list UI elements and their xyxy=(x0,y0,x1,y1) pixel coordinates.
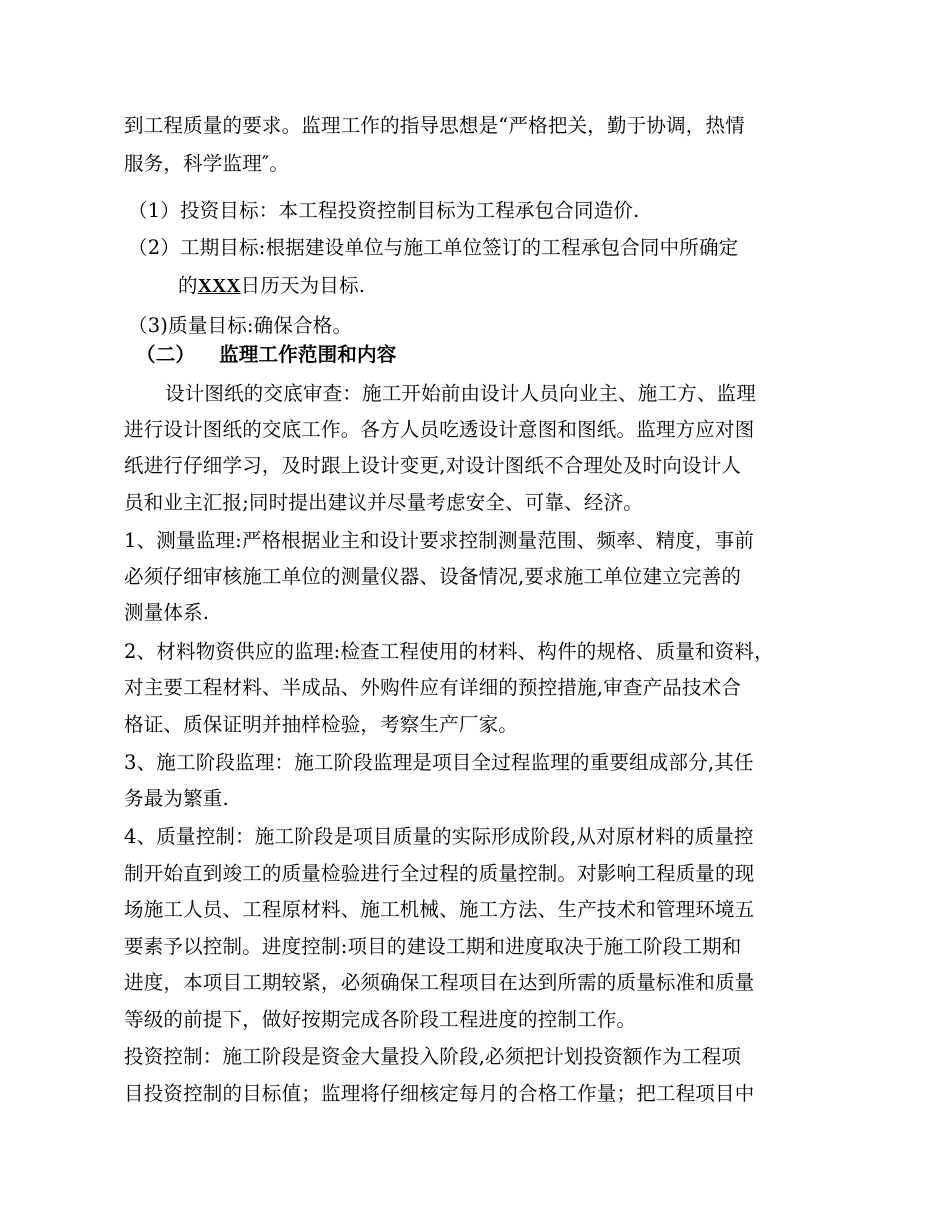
item4-line-2: 制开始直到竣工的质量检验进行全过程的质量控制。对影响工程质量的现 xyxy=(124,862,755,885)
section-heading xyxy=(136,342,396,368)
item4-line-5: 进度，本项目工期较紧，必须确保工程项目在达到所需的质量标准和质量 xyxy=(124,971,755,994)
item4-line-4: 要素予以控制。进度控制:项目的建设工期和进度取决于施工阶段工期和 xyxy=(124,935,742,958)
investment-line-2: 目投资控制的目标值；监理将仔细核定每月的合格工作量；把工程项目中 xyxy=(124,1082,755,1105)
investment-line-1: 投资控制：施工阶段是资金大量投入阶段,必须把计划投资额作为工程项 xyxy=(124,1045,742,1068)
item3-line-2: 务最为繁重. xyxy=(124,787,229,810)
design-review-line-3: 纸进行仔细学习，及时跟上设计变更,对设计图纸不合理处及时向设计人 xyxy=(124,454,742,477)
item2-line-1: 2、材料物资供应的监理:检查工程使用的材料、构件的规格、质量和资料， xyxy=(124,640,774,663)
goal-investment: （1）投资目标：本工程投资控制目标为工程承包合同造价. xyxy=(128,199,640,222)
item3-line-1: 3、施工阶段监理：施工阶段监理是项目全过程监理的重要组成部分,其任 xyxy=(124,751,754,774)
item1-line-3: 测量体系. xyxy=(124,601,210,624)
intro-line-1: 到工程质量的要求。监理工作的指导思想是“严格把关，勤于协调，热情 xyxy=(124,114,745,137)
goal-quality: （3)质量目标:确保合格。 xyxy=(128,314,353,337)
schedule-days-placeholder: XXX xyxy=(197,276,241,297)
design-review-line-1: 设计图纸的交底审查：施工开始前由设计人员向业主、施工方、监理 xyxy=(165,382,757,405)
item2-line-2: 对主要工程材料、半成品、外购件应有详细的预控措施,审查产品技术合 xyxy=(124,676,742,699)
design-review-line-4: 员和业主汇报;同时提出建议并尽量考虑安全、可靠、经济。 xyxy=(124,491,643,514)
item1-line-2: 必须仔细审核施工单位的测量仪器、设备情况,要求施工单位建立完善的 xyxy=(124,565,742,588)
item1-line-1: 1、测量监理:严格根据业主和设计要求控制测量范围、频率、精度，事前 xyxy=(124,529,755,552)
design-review-line-2: 进行设计图纸的交底工作。各方人员吃透设计意图和图纸。监理方应对图 xyxy=(124,418,755,441)
goal-schedule-prefix: 的 xyxy=(178,274,198,297)
intro-line-2: 服务，科学监理″。 xyxy=(124,152,290,175)
section-title: 监理工作范围和内容 xyxy=(219,343,397,366)
goal-schedule-line-2 xyxy=(178,273,365,300)
goal-schedule-suffix: 日历天为目标. xyxy=(240,274,366,297)
item2-line-3: 格证、质保证明并抽样检验，考察生产厂家。 xyxy=(124,713,519,736)
item4-line-3: 场施工人员、工程原材料、施工机械、施工方法、生产技术和管理环境五 xyxy=(124,898,755,921)
section-number: （二） xyxy=(136,343,196,366)
item4-line-1: 4、质量控制：施工阶段是项目质量的实际形成阶段,从对原材料的质量控 xyxy=(124,825,754,848)
goal-schedule-line-1: （2）工期目标:根据建设单位与施工单位签订的工程承包合同中所确定 xyxy=(128,236,739,259)
item4-line-6: 等级的前提下，做好按期完成各阶段工程进度的控制工作。 xyxy=(124,1008,637,1031)
